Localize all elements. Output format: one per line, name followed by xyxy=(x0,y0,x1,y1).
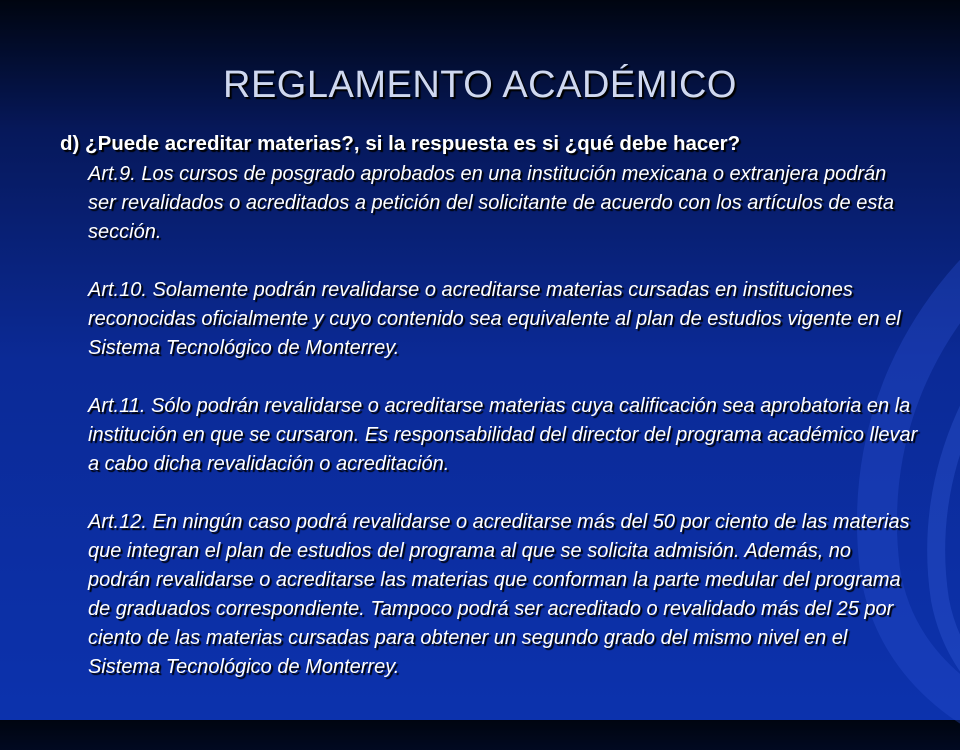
slide-title: REGLAMENTO ACADÉMICO xyxy=(223,64,737,106)
article-10: Art.10. Solamente podrán revalidarse o acreditarse materias cursadas en instituciones reconocidas oficialmente y cuyo contenido sea equivalente al plan de estudios vigente en el Sistema Tecnológico de Monterrey. xyxy=(88,279,901,359)
articles-block xyxy=(88,160,918,682)
article-12: Art.12. En ningún caso podrá revalidarse o acreditarse más del 50 por ciento de las materias que integran el plan de estudios del programa al que se solicita admisión. Además, no podrán revalidarse o acreditarse las materias que conforman la parte medular del programa de graduados correspondiente. Tampoco podrá ser acreditado o revalidado más del 25 por ciento de las materias cursadas para obtener un segundo grado del mismo nivel en el Sistema Tecnológico de Monterrey. xyxy=(88,511,910,678)
article-11: Art.11. Sólo podrán revalidarse o acreditarse materias cuya calificación sea aprobatoria en la institución en que se cursaron. Es responsabilidad del director del programa académico llevar a cabo dicha revalidación o acreditación. xyxy=(88,395,918,475)
question-heading: d) ¿Puede acreditar materias?, si la respuesta es si ¿qué debe hacer? xyxy=(60,132,741,155)
article-9: Art.9. Los cursos de posgrado aprobados en una institución mexicana o extranjera podrán ser revalidados o acreditados a petición del solicitante de acuerdo con los artículos de esta sección. xyxy=(88,163,895,243)
